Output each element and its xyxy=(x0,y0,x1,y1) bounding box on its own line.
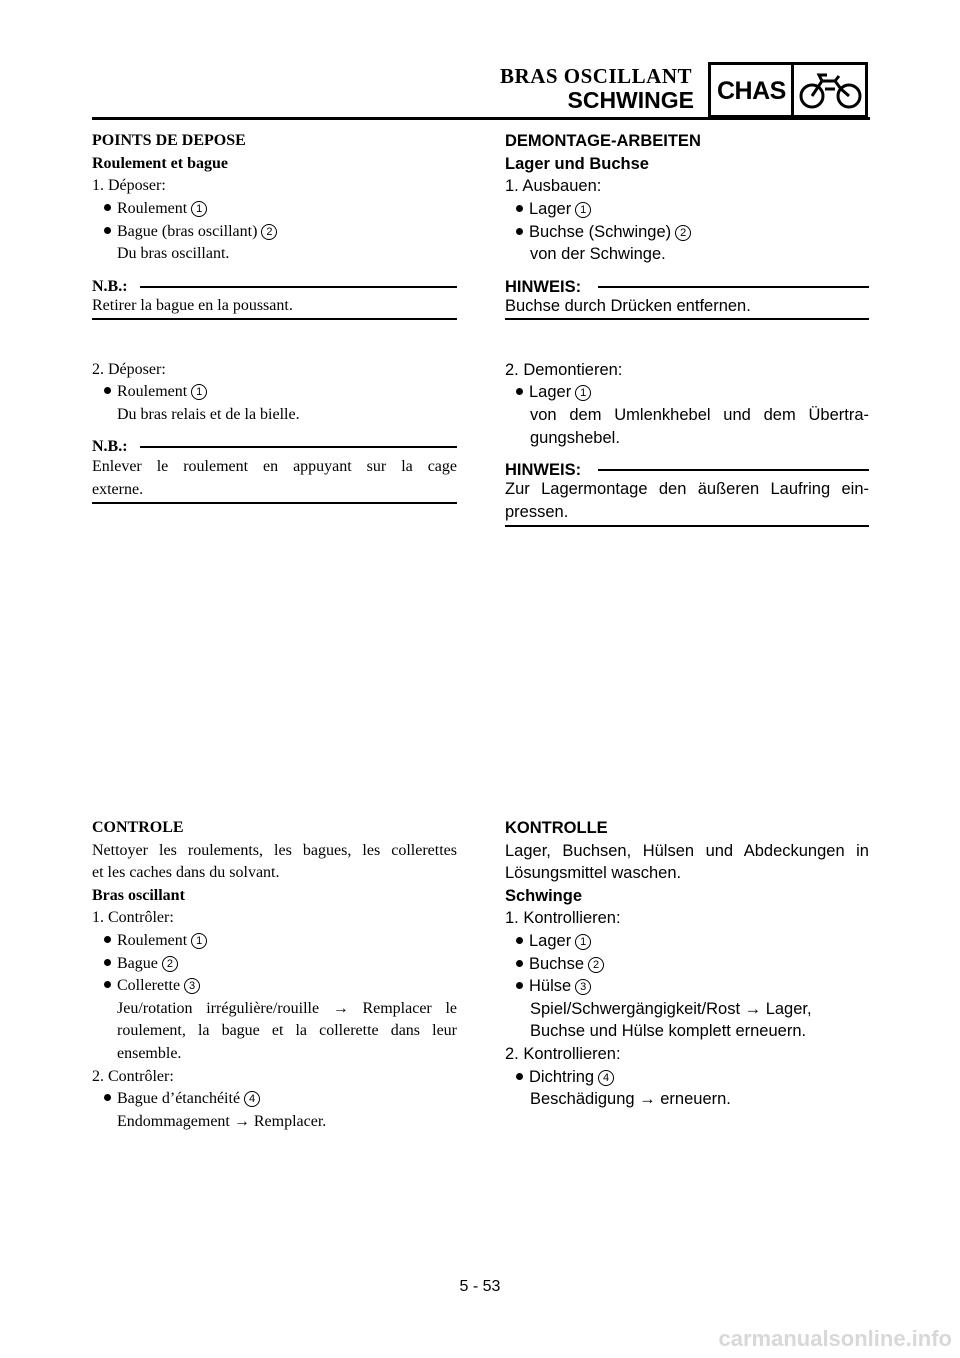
de-kontrolle-step-2: 2. Kontrollieren: xyxy=(505,1045,621,1063)
de-from-text: von der Schwinge. xyxy=(530,245,666,263)
fr-nb-text-1: Retirer la bague en la poussant. xyxy=(92,297,293,314)
fr-controle-sub: Bras oscillant xyxy=(92,887,185,904)
header-title-de: SCHWINGE xyxy=(567,87,694,113)
de-bullet-buchse: Buchse (Schwinge) 2 xyxy=(516,221,691,244)
fr-bullet-bague: Bague (bras oscillant) 2 xyxy=(104,221,277,244)
fr-controle-intro-1: Nettoyer les roulements, les bagues, les collerettes xyxy=(92,842,457,859)
de-from-text-2a: von dem Umlenkhebel und dem Übertra- xyxy=(530,406,869,424)
fr-controle-step-1: 1. Contrôler: xyxy=(92,909,174,926)
de-kontrolle-intro-2: Lösungsmittel waschen. xyxy=(505,864,682,882)
fr-bullet-roulement: Roulement 1 xyxy=(104,198,207,221)
de-nb-text-2b: pressen. xyxy=(505,503,569,521)
de-nb-label-2: HINWEIS: xyxy=(505,461,582,479)
de-kontrolle-bullet-4: Dichtring 4 xyxy=(516,1066,614,1089)
fr-controle-title: CONTROLE xyxy=(92,819,184,836)
de-nb-end-2 xyxy=(505,525,869,527)
de-kontrolle-result-1: Spiel/Schwergängigkeit/Rost → Lager, xyxy=(530,1000,812,1018)
de-nb-text-1: Buchse durch Drücken entfernen. xyxy=(505,297,751,315)
fr-controle-result-4: Endommagement → Remplacer. xyxy=(117,1113,327,1130)
de-nb-rule-2 xyxy=(598,469,869,471)
fr-controle-bullet-3: Collerette 3 xyxy=(104,975,200,998)
chas-badge-label: CHAS xyxy=(717,77,786,105)
fr-from-text-2: Du bras relais et de la bielle. xyxy=(117,406,300,423)
fr-controle-result-3: ensemble. xyxy=(117,1045,182,1062)
fr-nb-text-2a: Enlever le roulement en appuyant sur la cage xyxy=(92,458,457,475)
chas-badge xyxy=(708,62,868,118)
de-kontrolle-result-2: Buchse und Hülse komplett erneuern. xyxy=(530,1022,807,1040)
de-step-2: 2. Demontieren: xyxy=(505,361,623,379)
de-kontrolle-bullet-3: Hülse 3 xyxy=(516,975,591,998)
de-nb-end-1 xyxy=(505,318,869,320)
page-number: 5 - 53 xyxy=(459,1278,501,1295)
motorcycle-icon xyxy=(797,69,863,113)
de-kontrolle-result-4: Beschädigung → erneuern. xyxy=(530,1090,731,1108)
de-bullet-lager: Lager 1 xyxy=(516,198,591,221)
fr-step-2: 2. Déposer: xyxy=(92,361,166,378)
fr-controle-result-2: roulement, la bague et la collerette dans leur xyxy=(117,1022,457,1039)
fr-bullet-roulement-2: Roulement 1 xyxy=(104,381,207,404)
fr-from-text: Du bras oscillant. xyxy=(117,245,230,262)
de-kontrolle-sub: Schwinge xyxy=(505,887,583,905)
fr-controle-intro-2: et les caches dans du solvant. xyxy=(92,864,280,881)
fr-controle-bullet-4: Bague d’étanchéité 4 xyxy=(104,1088,260,1111)
header-title-fr: BRAS OSCILLANT xyxy=(500,64,692,88)
badge-divider xyxy=(791,65,794,115)
fr-nb-label-1: N.B.: xyxy=(92,278,128,295)
fr-controle-bullet-2: Bague 2 xyxy=(104,953,178,976)
de-kontrolle-title: KONTROLLE xyxy=(505,819,608,837)
fr-nb-rule-1 xyxy=(140,286,457,288)
de-subheading: Lager und Buchse xyxy=(505,155,649,173)
fr-controle-step-2: 2. Contrôler: xyxy=(92,1068,174,1085)
fr-nb-text-2b: externe. xyxy=(92,481,144,498)
fr-nb-end-2 xyxy=(92,502,457,504)
fr-nb-label-2: N.B.: xyxy=(92,438,128,455)
fr-section-title: POINTS DE DEPOSE xyxy=(92,132,246,149)
fr-subheading: Roulement et bague xyxy=(92,155,228,172)
fr-controle-bullet-1: Roulement 1 xyxy=(104,930,207,953)
de-nb-rule-1 xyxy=(598,286,869,288)
fr-controle-result-1: Jeu/rotation irrégulière/rouille → Remplacer le xyxy=(117,1000,457,1017)
de-nb-label-1: HINWEIS: xyxy=(505,278,582,296)
de-nb-text-2a: Zur Lagermontage den äußeren Laufring ein- xyxy=(505,480,869,498)
fr-nb-end-1 xyxy=(92,318,457,320)
de-bullet-lager-2: Lager 1 xyxy=(516,381,591,404)
de-kontrolle-bullet-2: Buchse 2 xyxy=(516,953,604,976)
de-kontrolle-intro-1: Lager, Buchsen, Hülsen und Abdeckungen in xyxy=(505,842,869,860)
de-from-text-2b: gungshebel. xyxy=(530,429,620,447)
de-step-1: 1. Ausbauen: xyxy=(505,177,602,195)
de-kontrolle-step-1: 1. Kontrollieren: xyxy=(505,909,621,927)
de-kontrolle-bullet-1: Lager 1 xyxy=(516,930,591,953)
fr-nb-rule-2 xyxy=(140,446,457,448)
de-section-title: DEMONTAGE-ARBEITEN xyxy=(505,132,701,150)
fr-step-1: 1. Déposer: xyxy=(92,177,166,194)
watermark: carmanualsonline.info xyxy=(718,1326,952,1351)
